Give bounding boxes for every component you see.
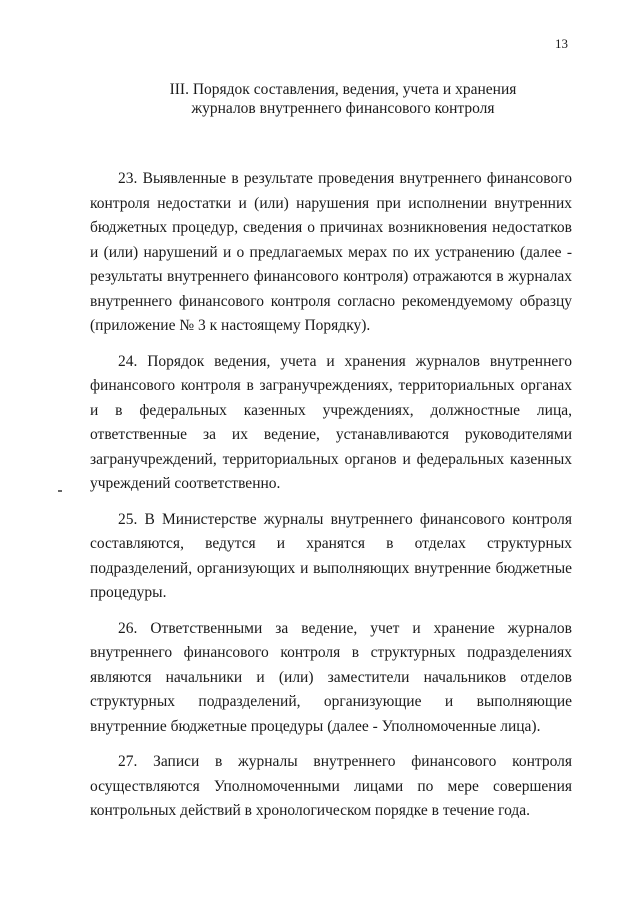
paragraph-26: 26. Ответственными за ведение, учет и хранение журналов внутреннего финансового контроля в структурных подразделениях являются начальники и (или) заместители начальников отделов структурных подразделений, организующие и выполняющие внутренние бюджетные процедуры (далее - Уполномоченные лица). (90, 619, 572, 735)
paragraph-27: 27. Записи в журналы внутреннего финансового контроля осуществляются Уполномоченными лицами по мере совершения контрольных действий в хронологическом порядке в течение года. (90, 753, 572, 819)
paragraph-24: 24. Порядок ведения, учета и хранения журналов внутреннего финансового контроля в загранучреждениях, территориальных органах и в федеральных казенных учреждениях, должностные лица, ответственные за их ведение, устанавливаются руководителями загранучреждений, территориальных органов и федеральных казенных учреждений соответственно. (90, 352, 572, 492)
page-number: 13 (555, 36, 568, 51)
section-heading-line-2: журналов внутреннего финансового контроля (191, 100, 495, 117)
paragraph-25: 25. В Министерстве журналы внутреннего финансового контроля составляются, ведутся и хранятся в отделах структурных подразделений, организующих и выполняющих внутренние бюджетные процедуры. (90, 510, 572, 601)
section-heading-line-1: III. Порядок составления, ведения, учета и хранения (169, 81, 517, 98)
body-text (90, 167, 572, 835)
paragraph-23: 23. Выявленные в результате проведения внутреннего финансового контроля недостатки и (или) нарушения при исполнении внутренних бюджетных процедур, сведения о причинах возникновения недостатков и (или) нарушений и о предлагаемых мерах по их устранению (далее - результаты внутреннего финансового контроля) отражаются в журналах внутреннего финансового контроля согласно рекомендуемому образцу (приложение № 3 к настоящему Порядку). (90, 170, 572, 334)
scan-mark (58, 490, 62, 492)
section-heading (0, 80, 640, 118)
